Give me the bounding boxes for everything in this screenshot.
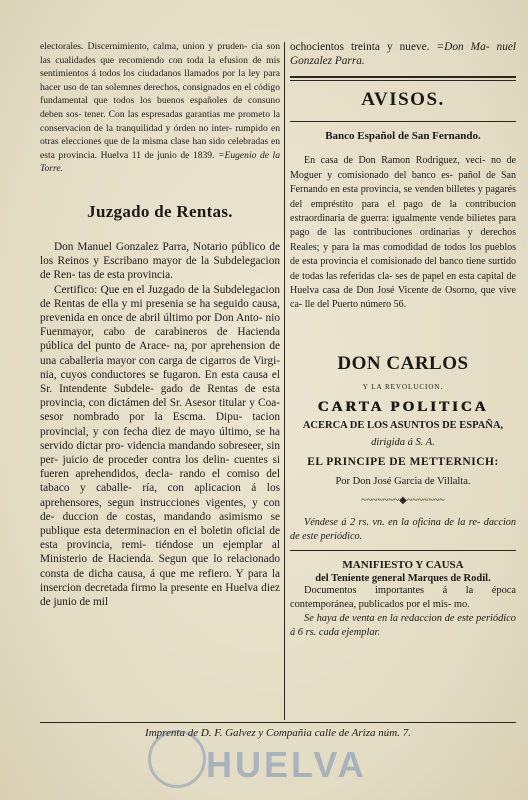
banco-text: En casa de Don Ramon Rodriguez, veci- no de Moguer y comisionado del banco es- pañol de San Fernando en esta provincia, se venden billetes y pagarés del empréstito para el pago de la contribucion estraordinaria de guerra: igualmente vende bilietes para pago de las contribuciones ordinarias y derechos Reales; y para la mas comodidad de todos los pueblos de esta provincia el comisionado del banco tiene surtido de todas las referidas cla- ses de papel en esta capital de Huelva casa de Don José Vicente de Osorno, que vive ca- lle del Puerto número 56. [290, 155, 516, 311]
election-notice-signature: =Eugenio de la Torre. [40, 149, 280, 175]
rule [290, 121, 516, 122]
metternich-line: EL PRINCIPE DE METTERNICH: [307, 455, 499, 468]
double-rule [290, 76, 516, 81]
continuation-signature: =Don Ma- nuel Gonzalez Parra. [290, 41, 516, 68]
don-carlos-heading: DON CARLOS [337, 352, 469, 374]
section-title-juzgado: Juzgado de Rentas. [87, 201, 233, 221]
manifiesto-text: Documentos importantes á la época contemporánea, publicados por el mis- mo. [290, 584, 516, 610]
watermark-seal [148, 730, 206, 788]
manifiesto-subheading: del Teniente general Marques de Rodil. [315, 572, 491, 584]
continuation-text: ochocientos treinta y nueve. [290, 41, 430, 53]
author-line: Por Don José Garcia de Villalta. [335, 475, 471, 487]
left-column [40, 40, 280, 718]
banco-heading: Banco Español de San Fernando. [325, 130, 481, 143]
left-continuation-text [40, 40, 280, 176]
column-divider [284, 42, 285, 720]
revolucion-subheading: Y LA REVOLUCION. [362, 382, 444, 391]
right-column [290, 40, 516, 718]
certifico-text: Certifico: Que en el Juzgado de la Subdelegacion de Rentas de ella y mi presenia se ha seguido causa, prevenida en once de abril último por Don Anto- nio Fuenmayor, cabo de carabineros de Hacienda pública del punto de Arace- na, por aprehension de una caballeria mayor con carga de cigarros de Virgi- nia, cuyos conductores se fugaron. En esta causa el Sr. Intendente Subdele- gado de Rentas de esta provincia, con dictámen del Sr. Asesor titular y Coa- sesor nombrado por la Escma. Dipu- tacion provincial, y con fecha diez de mayo último, se ha servido dictar pro- videncia mandando sobreseer, sin per- juicio de proceder contra los delin- cuentes si fueren aprehendidos, decla- rando el comiso del tabaco y caballe- ría, con aplicacion á los aprehensores, segun instrucciones vigentes, y con de- duccion de costas, mandando asimismo se publique esta determinacion en el boletin oficial de esta provincia, remi- tiéndose un ejemplar al Ministerio de Hacienda. Segun que lo relacionado consta de dicha causa, á que me refiero. Y para la insercion decretada firmo la presente en Huelva diez de junio de mil [40, 283, 280, 609]
imprenta-footer: Imprenta de D. F. Galvez y Compañia calle de Ariza núm. 7. [40, 722, 516, 739]
manifiesto-heading: MANIFIESTO Y CAUSA [342, 558, 464, 571]
venta-text: Se haya de venta en la redaccion de este periódico á 6 rs. cada ejemplar. [290, 612, 516, 638]
notary-intro: Don Manuel Gonzalez Parra, Notario público de los Reinos y Escribano mayor de la Subdelegacion de Ren- tas de esta provincia. [40, 240, 280, 282]
rule-2 [290, 550, 516, 551]
election-notice-text: electorales. Discernimiento, calma, union y pruden- cia son las cualidades que recomiendo con toda la efusion de mis sentimientos á todos los ciudadanos llamados por la ley para hacer uso de tan solemnes derechos, consignados en el código fundamental que todos los buenos españoles de consuno deben sos- tener. Con las espresadas garantias me prometo la conservacion de la tranquilidad y órden no inter- rumpido en otras elecciones que de la misma clase han sido celebradas en esta provincia. Huelva 11 de junio de 1839. [40, 41, 280, 161]
vendese-text: Véndese á 2 rs. vn. en la oficina de la re- daccion de este periódico. [290, 516, 516, 542]
watermark-logo: HUELVA [206, 744, 367, 785]
acerca-line: ACERCA DE LOS ASUNTOS DE ESPAÑA, [302, 419, 504, 431]
ornament-divider: ~~~~~~~◆~~~~~~~ [361, 494, 445, 506]
carta-politica-heading: CARTA POLITICA [317, 398, 489, 415]
right-continuation-text [290, 40, 516, 68]
avisos-heading: AVISOS. [361, 89, 445, 111]
dirigida-line: dirigida á S. A. [371, 436, 435, 448]
